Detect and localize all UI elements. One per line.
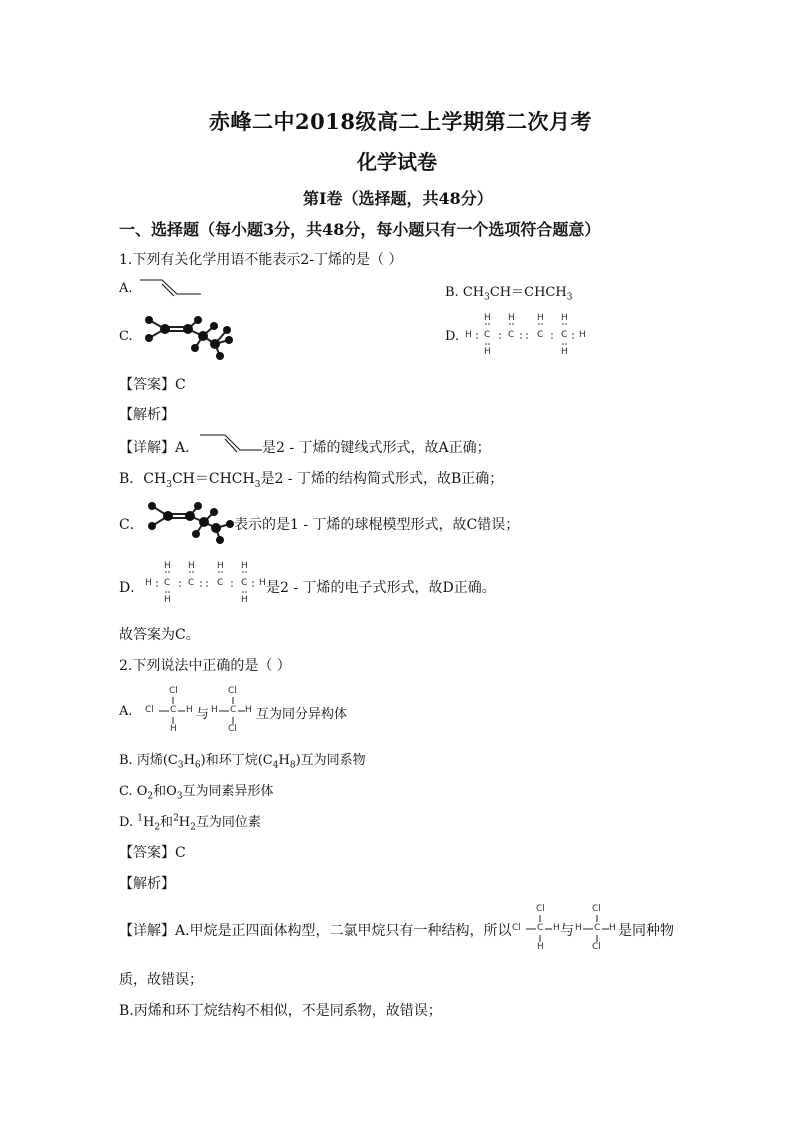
q1-detail-c-text: 表示的是1 - 丁烯的球棍模型形式，故C错误； [234, 517, 520, 533]
q2-answer-tag: 【答案】 [119, 845, 175, 861]
q1-detail-a-text: 是2 - 丁烯的键线式形式，故A正确； [262, 440, 491, 456]
q1-analysis-tag: 【解析】 [119, 407, 175, 423]
q1-detail-a-skeletal-formula [200, 433, 264, 455]
q1-answer [119, 374, 186, 394]
page-title: 赤峰二中2018级高二上学期第二次月考 [209, 109, 592, 134]
q2-detail-molecule-2: Cl H C H Cl [575, 904, 616, 952]
q2-detail-a-cont: 质，故错误； [119, 972, 203, 988]
q1-option-a-label: A. [119, 281, 133, 296]
q2-option-a-label: A. [119, 704, 133, 719]
q1-answer-value: C [175, 377, 186, 393]
q2-option-a [145, 686, 360, 736]
q1-detail-c-ball-stick-model [146, 500, 236, 546]
q1-detail-d-electron-formula: H H H H H C C C C H H H [145, 561, 266, 605]
page-subtitle: 化学试卷 [357, 150, 437, 174]
q2-option-b: B. 丙烯$(C_3H_6)$和环丁烷$(C_4H_8)$互为同系物 [119, 753, 366, 771]
q1-option-a-skeletal-formula [140, 278, 204, 298]
q2-detail-b: B.丙烯和环丁烷结构不相似，不是同系物，故错误； [119, 1003, 442, 1019]
q1-conclusion: 故答案为C。 [119, 627, 200, 643]
q2-stem: 2.下列说法中正确的是（ ） [119, 658, 291, 674]
q2-detail-a: 【详解】A.甲烷是正四面体构型，二氯甲烷只有一种结构，所以 [119, 923, 512, 939]
q1-option-c-label: C. [119, 329, 133, 344]
q1-option-b-label: B. [445, 285, 459, 300]
q2-option-c: C. $O_2$和$O_3$互为同素异形体 [119, 784, 274, 802]
q2-option-d: D. $^1H_2$和$^2H_2$互为同位素 [119, 813, 261, 833]
q2-detail-a-post: 是同种物 [618, 923, 674, 939]
q2-answer [119, 842, 186, 862]
q1-option-c-ball-stick-model [143, 314, 238, 362]
q2-answer-value: C [175, 845, 186, 861]
section-heading: 一、选择题（每小题3分，共48分，每小题只有一个选项符合题意） [119, 220, 601, 239]
q1-detail-d-pre: D． [119, 580, 145, 596]
q2-option-a-and: 与 [196, 707, 210, 722]
part-heading: 第Ⅰ卷（选择题，共48分） [303, 189, 493, 208]
q2-analysis-tag: 【解析】 [119, 876, 175, 892]
q1-detail-c-pre: C． [119, 517, 144, 533]
q2-option-a-molecule-1: Cl Cl C H H [145, 686, 193, 734]
q2-detail-and: 与 [560, 923, 574, 939]
q1-option-d-electron-formula: H H H H H C C C C H H H [465, 313, 586, 357]
q1-option-b: B. $CH_3CH=CHCH_3$ [445, 285, 573, 303]
q1-detail-b: B．$CH_3CH=CHCH_3$是2 - 丁烯的结构简式形式，故B正确； [119, 471, 504, 490]
q1-option-d-label: D. [445, 329, 460, 344]
q1-detail-d-text: 是2 - 丁烯的电子式形式，故D正确。 [266, 580, 496, 596]
q2-option-a-molecule-2: Cl H C H Cl [211, 686, 252, 734]
q1-stem: 1.下列有关化学用语不能表示2-丁烯的是（ ） [119, 252, 403, 268]
q2-option-a-text: 互为同分异构体 [256, 707, 348, 722]
q2-detail-molecule-1: Cl Cl C H H [512, 904, 560, 952]
q1-answer-tag: 【答案】 [119, 377, 175, 393]
q1-detail-a: 【详解】A． [119, 440, 200, 456]
